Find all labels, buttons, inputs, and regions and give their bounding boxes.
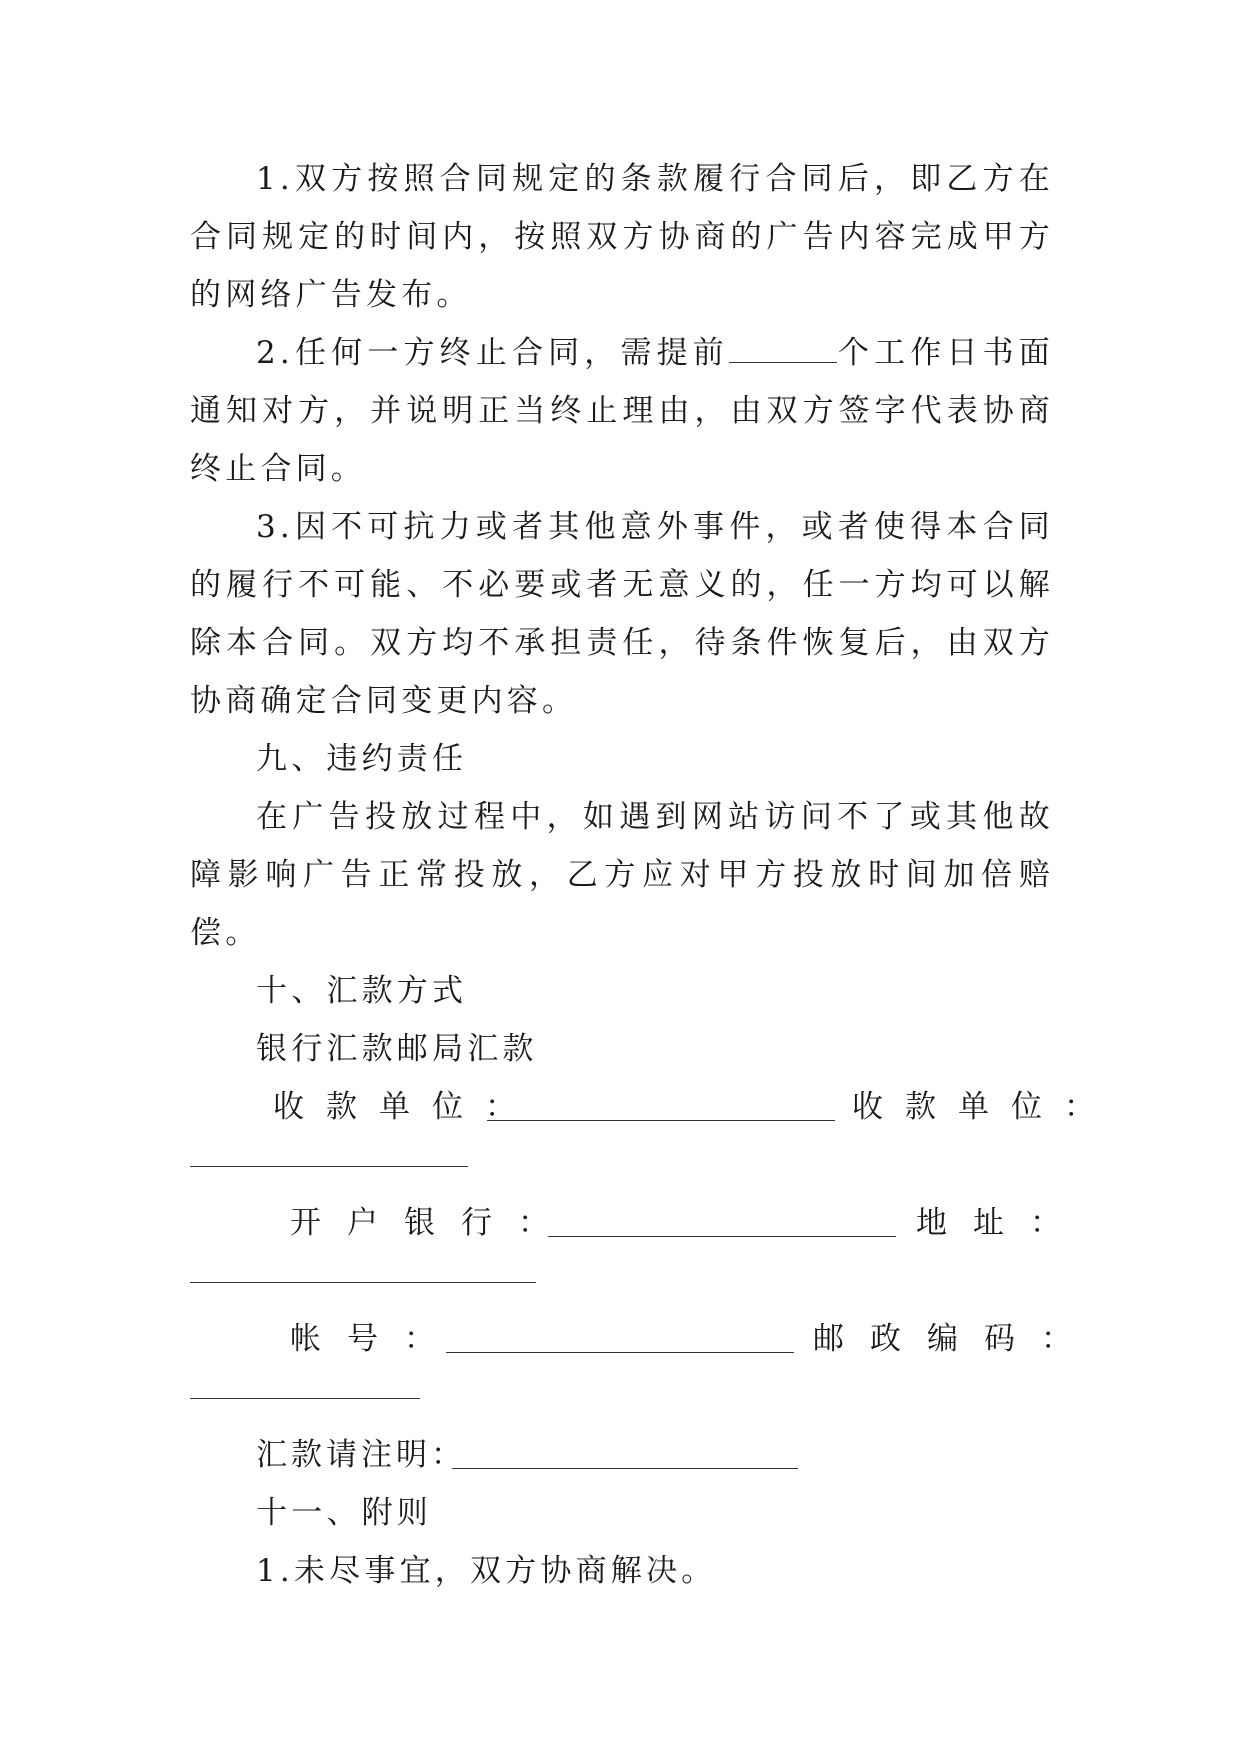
payee-label-2: 收款单位： (852, 1089, 1117, 1125)
bank-blank (548, 1236, 896, 1237)
section-9-heading: 九、违约责任 (256, 741, 468, 777)
address-label: 地址： (916, 1205, 1087, 1241)
clause-2-text-before: 2.任何一方终止合同，需提前 (256, 335, 729, 371)
bank-label: 开户银行： (290, 1205, 575, 1241)
clause-3: 3.因不可抗力或者其他意外事件，或者使得本合同的履行不可能、不必要或者无意义的，任一方均可以解除本合同。双方均不承担责任，待条件恢复后，由双方协商确定合同变更内容。 (190, 509, 1054, 719)
payee-2-blank (190, 1166, 468, 1167)
account-label: 帐号： (290, 1321, 461, 1357)
document-page (190, 150, 1117, 1600)
payee-row (190, 1078, 1117, 1136)
bank-row (190, 1194, 1087, 1252)
account-row (190, 1310, 1098, 1368)
clause-2-text-after: 个工作日书面通知对方，并说明正当终止理由，由双方签字代表协商终止合同。 (190, 335, 1054, 487)
notice-days-blank (729, 332, 837, 363)
payment-methods: 银行汇款邮局汇款 (256, 1031, 538, 1067)
section-9-text: 在广告投放过程中，如遇到网站访问不了或其他故障影响广告正常投放，乙方应对甲方投放时间加倍赔偿。 (190, 799, 1054, 951)
payee-blank (487, 1120, 835, 1121)
postcode-label: 邮政编码： (813, 1321, 1098, 1357)
address-continued-row (190, 1252, 1054, 1310)
address-blank (190, 1282, 536, 1283)
remittance-note-row (190, 1426, 1054, 1484)
remittance-note-blank (452, 1468, 798, 1469)
payee-continued-row (190, 1136, 1054, 1194)
section-10-heading: 十、汇款方式 (256, 973, 468, 1009)
postcode-continued-row (190, 1368, 1054, 1426)
remittance-note-label: 汇款请注明： (256, 1437, 466, 1473)
payee-label: 收款单位： (273, 1089, 538, 1125)
clause-2 (190, 324, 1054, 498)
section-11-heading: 十一、附则 (256, 1495, 432, 1531)
postcode-blank (190, 1398, 420, 1399)
supplementary-clause-1: 1.未尽事宜，双方协商解决。 (256, 1553, 717, 1589)
account-blank (446, 1352, 794, 1353)
clause-1: 1.双方按照合同规定的条款履行合同后，即乙方在合同规定的时间内，按照双方协商的广告内容完成甲方的网络广告发布。 (190, 161, 1054, 313)
